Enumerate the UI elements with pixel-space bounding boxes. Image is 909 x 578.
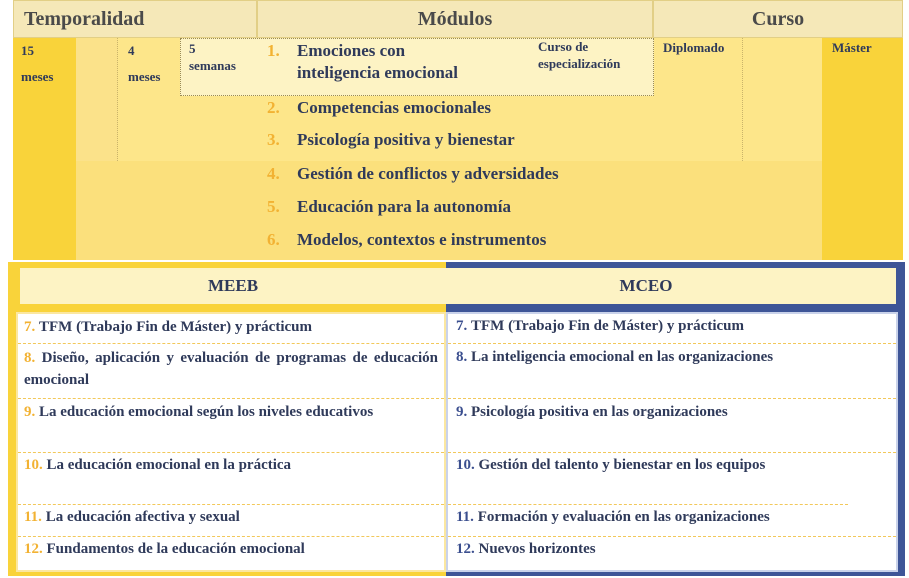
module-3-number: 3. (267, 130, 280, 149)
mceo-item-9-label: Psicología positiva en las organizaciones (471, 404, 728, 420)
mceo-item-9-number: 9. (456, 404, 468, 420)
duration-15-unit: meses (21, 69, 54, 84)
col-diplomado-strip (742, 38, 822, 161)
meeb-item-7-number: 7. (24, 319, 36, 335)
meeb-item-7-label: TFM (Trabajo Fin de Máster) y prácticum (39, 319, 312, 335)
mceo-item-11-label: Formación y evaluación en las organizaciones (477, 509, 770, 525)
meeb-item-7 (18, 314, 444, 344)
duration-4 (128, 40, 178, 88)
meeb-item-8 (18, 345, 444, 399)
meeb-item-8-number: 8. (24, 350, 36, 366)
module-2 (267, 97, 727, 119)
mceo-item-9 (448, 400, 896, 453)
mceo-item-11 (448, 506, 896, 537)
course-diplomado: Diplomado (663, 40, 725, 55)
meeb-item-10-number: 10. (24, 457, 43, 473)
meeb-title-label: MEEB (207, 276, 259, 295)
mceo-item-10-number: 10. (456, 457, 475, 473)
module-5 (267, 196, 807, 218)
meeb-item-10-label: La educación emocional en la práctica (46, 457, 292, 473)
col-spacer (76, 38, 118, 161)
mceo-item-10-label: Gestión del talento y bienestar en los equipos (478, 457, 766, 473)
module-6 (267, 229, 807, 251)
duration-4-value: 4 (128, 43, 135, 58)
module-4-label: Gestión de conflictos y adversidades (297, 164, 559, 183)
module-6-label: Modelos, contextos e instrumentos (297, 230, 547, 249)
duration-5-unit: semanas (189, 58, 236, 73)
meeb-item-9 (18, 400, 444, 453)
meeb-item-12-label: Fundamentos de la educación emocional (46, 541, 305, 557)
mceo-item-8 (448, 345, 896, 399)
mceo-item-7-number: 7. (456, 318, 468, 334)
header-curso-label: Curso (751, 7, 805, 30)
meeb-item-9-number: 9. (24, 404, 36, 420)
module-3 (267, 129, 727, 151)
header-temporalidad-label: Temporalidad (24, 7, 145, 30)
meeb-item-11-number: 11. (24, 509, 42, 525)
duration-15 (21, 40, 71, 88)
meeb-item-12 (18, 538, 444, 570)
mceo-item-7 (448, 314, 896, 344)
duration-5-value: 5 (189, 41, 196, 56)
duration-15-value: 15 (21, 43, 34, 58)
meeb-title (20, 268, 446, 304)
meeb-item-12-number: 12. (24, 541, 43, 557)
meeb-item-8-label: Diseño, aplicación y evaluación de programas de educación emocional (24, 350, 439, 388)
header-modulos (257, 0, 653, 38)
course-master: Máster (832, 40, 872, 55)
header-modulos-label: Módulos (417, 7, 493, 30)
meeb-item-9-label: La educación emocional según los niveles educativos (39, 404, 374, 420)
module-1-number: 1. (267, 41, 280, 60)
mceo-item-12 (448, 538, 896, 570)
header-temporalidad (13, 0, 257, 38)
module-2-number: 2. (267, 98, 280, 117)
mceo-item-12-number: 12. (456, 541, 475, 557)
meeb-item-11-label: La educación afectiva y sexual (45, 509, 240, 525)
meeb-item-11 (18, 506, 444, 537)
mceo-item-8-number: 8. (456, 349, 468, 365)
mceo-item-10 (448, 454, 848, 505)
module-1-line1: Emociones con (297, 41, 406, 60)
mceo-item-11-number: 11. (456, 509, 474, 525)
mceo-item-12-label: Nuevos horizontes (478, 541, 596, 557)
module-6-number: 6. (267, 230, 280, 249)
module-1 (267, 40, 537, 84)
module-5-number: 5. (267, 197, 280, 216)
header-curso (653, 0, 903, 38)
module-1-line2: inteligencia emocional (297, 63, 459, 82)
mceo-item-7-label: TFM (Trabajo Fin de Máster) y prácticum (471, 318, 744, 334)
duration-4-unit: meses (128, 69, 161, 84)
mceo-title (446, 268, 846, 304)
module-3-label: Psicología positiva y bienestar (297, 130, 515, 149)
module-5-label: Educación para la autonomía (297, 197, 511, 216)
module-4-number: 4. (267, 164, 280, 183)
mceo-title-label: MCEO (619, 276, 673, 295)
meeb-item-10 (18, 454, 444, 505)
col-master (822, 38, 903, 260)
course-especializacion: Curso de especialización (538, 39, 621, 71)
module-2-label: Competencias emocionales (297, 98, 492, 117)
module-4 (267, 163, 807, 185)
duration-5 (189, 40, 259, 74)
mceo-item-8-label: La inteligencia emocional en las organizaciones (471, 349, 774, 365)
